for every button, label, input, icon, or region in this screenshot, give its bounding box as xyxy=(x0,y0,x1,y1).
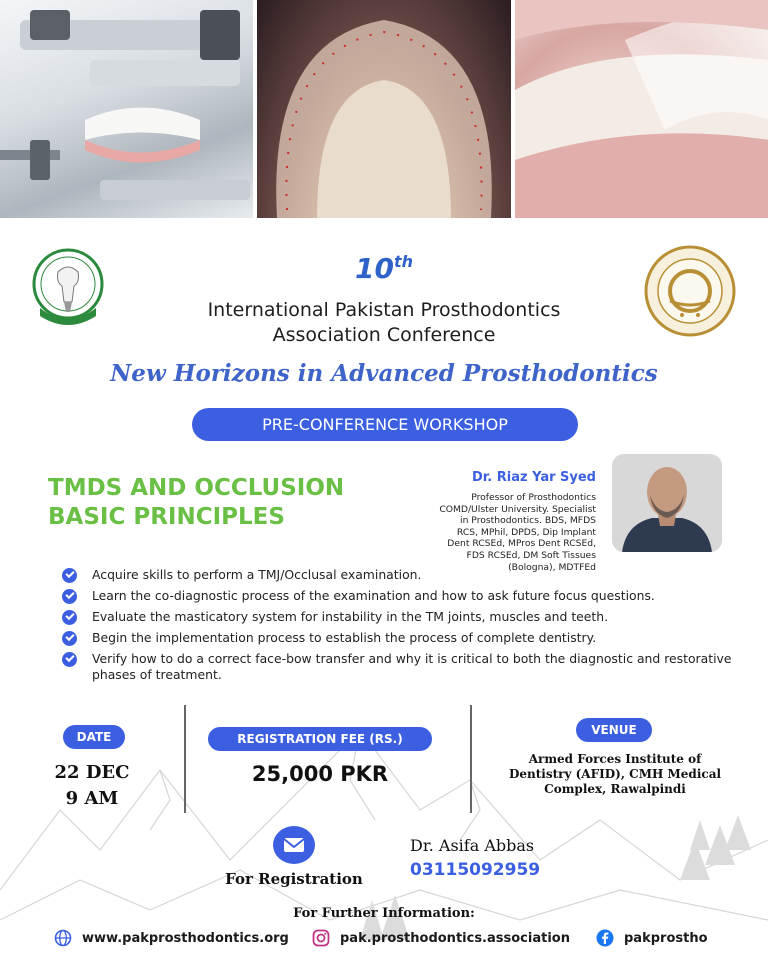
list-item xyxy=(60,567,740,583)
conference-title xyxy=(0,298,768,348)
instagram-icon xyxy=(312,929,330,947)
conference-number-suffix: th xyxy=(393,252,413,271)
list-item xyxy=(60,588,740,604)
venue-label-badge: VENUE xyxy=(576,718,652,742)
further-info-title: For Further Information: xyxy=(293,906,475,921)
event-date-time xyxy=(30,760,154,812)
check-circle-icon xyxy=(62,652,77,667)
speaker-bio xyxy=(366,492,596,573)
conference-title-line1: International Pakistan Prosthodontics xyxy=(207,299,561,321)
event-date: 22 DEC xyxy=(54,762,130,783)
conference-number: 10 xyxy=(354,252,394,285)
contact-name: Dr. Asifa Abbas xyxy=(410,836,535,855)
conference-edition xyxy=(0,252,768,285)
list-item xyxy=(60,651,740,683)
list-item xyxy=(60,609,740,625)
check-circle-icon xyxy=(62,631,77,646)
speaker-bio-line: Dent RCSEd, MPros Dent RCSEd, xyxy=(447,538,596,550)
header-photo-strip xyxy=(0,0,768,218)
venue-address xyxy=(490,752,740,797)
venue-line: Complex, Rawalpindi xyxy=(544,782,686,796)
photo-dental-articulator xyxy=(0,0,253,218)
website-link[interactable]: www.pakprosthodontics.org xyxy=(82,930,289,946)
divider xyxy=(470,705,472,813)
facebook-icon xyxy=(596,929,614,947)
divider xyxy=(184,705,186,813)
conference-subtitle: New Horizons in Advanced Prosthodontics xyxy=(110,360,658,387)
registration-label: For Registration xyxy=(225,870,363,888)
date-label-badge: DATE xyxy=(63,725,125,749)
speaker-photo xyxy=(612,454,722,552)
facebook-handle[interactable]: pakprostho xyxy=(624,930,708,946)
topic-line2: BASIC PRINCIPLES xyxy=(48,504,285,530)
check-circle-icon xyxy=(62,610,77,625)
workshop-badge: PRE-CONFERENCE WORKSHOP xyxy=(192,408,578,441)
registration-fee: 25,000 PKR xyxy=(251,762,389,786)
conference-title-line2: Association Conference xyxy=(272,324,496,346)
speaker-bio-line: in Prosthodontics. BDS, MFDS xyxy=(460,515,596,527)
topic-line1: TMDS AND OCCLUSION xyxy=(48,475,345,501)
list-item xyxy=(60,630,740,646)
photo-occlusal-splint xyxy=(257,0,510,218)
event-time: 9 AM xyxy=(65,788,119,809)
objective-text: Acquire skills to perform a TMJ/Occlusal examination. xyxy=(92,567,422,582)
footer-instagram[interactable] xyxy=(312,929,570,947)
speaker-bio-line: FDS RCSEd, DM Soft Tissues xyxy=(466,549,596,561)
objective-text: Begin the implementation process to establish the process of complete dentistry. xyxy=(92,630,597,645)
speaker-bio-line: (Bologna), MDTFEd xyxy=(508,561,596,573)
objective-text: Learn the co-diagnostic process of the examination and how to ask future focus questions. xyxy=(92,588,655,603)
check-circle-icon xyxy=(62,568,77,583)
fee-label-badge: REGISTRATION FEE (RS.) xyxy=(208,727,432,751)
instagram-handle[interactable]: pak.prosthodontics.association xyxy=(340,930,570,946)
objective-text: Evaluate the masticatory system for instability in the TM joints, muscles and teeth. xyxy=(92,609,609,624)
speaker-bio-line: COMD/Ulster University. Specialist xyxy=(439,503,596,515)
learning-objectives-list xyxy=(60,567,740,688)
globe-icon xyxy=(54,929,72,947)
venue-line: Armed Forces Institute of xyxy=(528,752,702,766)
mail-icon[interactable] xyxy=(273,826,315,864)
check-circle-icon xyxy=(62,589,77,604)
objective-text: Verify how to do a correct face-bow transfer and why it is critical to both the diagnostic and restorative phases of treatment. xyxy=(92,651,732,682)
photo-clear-aligner xyxy=(515,0,768,218)
contact-phone[interactable]: 03115092959 xyxy=(410,860,541,880)
speaker-bio-line: Professor of Prosthodontics xyxy=(471,492,596,503)
footer-facebook[interactable] xyxy=(596,929,708,947)
speaker-bio-line: RCS, MPhil, DPDS, Dip Implant xyxy=(456,526,596,538)
footer-website[interactable] xyxy=(54,929,289,947)
venue-line: Dentistry (AFID), CMH Medical xyxy=(508,767,722,781)
speaker-name: Dr. Riaz Yar Syed xyxy=(471,470,596,485)
